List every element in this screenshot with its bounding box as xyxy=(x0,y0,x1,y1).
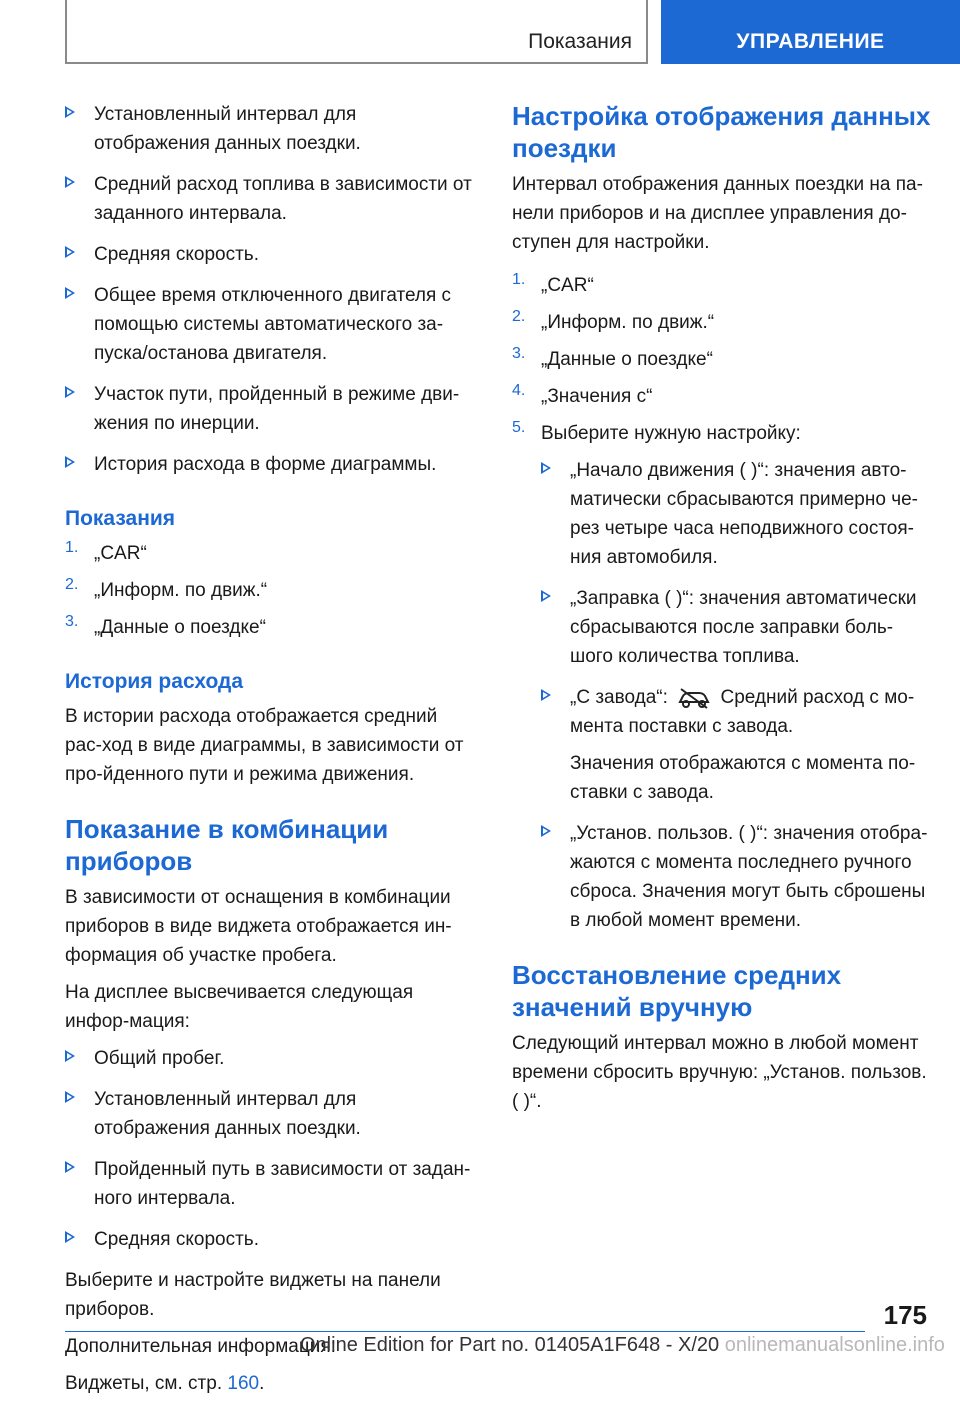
list-item: „Заправка ( )“: значения автоматически сбрасываются после заправки боль-шого количества топлива. xyxy=(541,584,932,671)
page-link[interactable]: 160 xyxy=(227,1373,260,1394)
list-item: Участок пути, пройденный в режиме дви-жения по инерции. xyxy=(65,380,477,438)
bullet-triangle-icon xyxy=(541,462,551,474)
list-item: Общее время отключенного двигателя с помощью системы автоматического за-пуска/останова двигателя. xyxy=(65,281,477,368)
bullet-triangle-icon xyxy=(65,1050,75,1062)
left-column xyxy=(65,100,477,1406)
right-column xyxy=(512,100,932,1124)
chapter-header xyxy=(661,0,960,64)
numbered-step: 3. „Данные о поездке“ xyxy=(65,613,266,638)
bullet-triangle-icon xyxy=(65,106,75,118)
bullet-triangle-icon xyxy=(541,689,551,701)
list-item: Пройденный путь в зависимости от задан-ного интервала. xyxy=(65,1155,477,1213)
extra-info-label: Дополнительная информация: xyxy=(65,1336,336,1357)
heading-pokazaniya: Показания xyxy=(65,507,176,530)
heading-cluster: Показание в комбинации приборов xyxy=(65,814,389,876)
section-header xyxy=(65,0,648,64)
widgets-reference: Виджеты, см. стр. 160. xyxy=(65,1373,265,1394)
list-item: История расхода в форме диаграммы. xyxy=(65,450,477,479)
footer-edition: Online Edition for Part no. 01405A1F648 - X/20 onlinemanualsonline.info xyxy=(300,1334,945,1356)
list-item: „С завода“: Средний расход с мо-мента поставки с завода. Значения отображаются с момента по-ставки с завода. xyxy=(541,683,932,807)
bullet-triangle-icon xyxy=(65,1231,75,1243)
factory-note: Значения отображаются с момента по-ставки с завода. xyxy=(570,753,916,803)
numbered-step: 3. „Данные о поездке“ xyxy=(512,345,713,370)
list-item: Средняя скорость. xyxy=(65,240,477,269)
heading-reset: Восстановление средних значений вручную xyxy=(512,960,842,1022)
settings-intro: Интервал отображения данных поездки на па-нели приборов и на дисплее управления до-ступен для настройки. xyxy=(512,174,923,253)
bullet-triangle-icon xyxy=(541,825,551,837)
bullet-triangle-icon xyxy=(65,386,75,398)
list-item: „Начало движения ( )“: значения авто-матически сбрасываются примерно че-рез четыре часа неподвижного состоя-ния автомобиля. xyxy=(541,456,932,572)
chapter-title: УПРАВЛЕНИЕ xyxy=(736,30,885,53)
page-number: 175 xyxy=(883,1300,927,1330)
numbered-step: 4. „Значения с“ xyxy=(512,382,653,407)
numbered-step: 1. „CAR“ xyxy=(512,271,594,296)
numbered-step: 5. Выберите нужную настройку: xyxy=(512,419,801,444)
bullet-triangle-icon xyxy=(541,590,551,602)
list-item: Средняя скорость. xyxy=(65,1225,477,1254)
bullet-triangle-icon xyxy=(65,1091,75,1103)
list-item: Средний расход топлива в зависимости от заданного интервала. xyxy=(65,170,477,228)
bullet-triangle-icon xyxy=(65,1161,75,1173)
list-item: „Установ. пользов. ( )“: значения отобра-жаются с момента последнего ручного сброса. Значения могут быть сброшены в любой момент времени. xyxy=(541,819,932,935)
select-widgets-text: Выберите и настройте виджеты на панели приборов. xyxy=(65,1270,441,1320)
list-item: Установленный интервал для отображения данных поездки. xyxy=(65,1085,477,1143)
section-title: Показания xyxy=(528,30,632,53)
history-text: В истории расхода отображается средний рас-ход в виде диаграммы, в зависимости от про-йденного пути и режима движения. xyxy=(65,706,464,785)
heading-settings: Настройка отображения данных поездки xyxy=(512,101,931,163)
cluster-intro: В зависимости от оснащения в комбинации приборов в виде виджета отображается ин-формация об участке пробега. xyxy=(65,887,452,966)
numbered-step: 2. „Информ. по движ.“ xyxy=(65,576,268,601)
list-item: Общий пробег. xyxy=(65,1044,477,1073)
numbered-step: 2. „Информ. по движ.“ xyxy=(512,308,715,333)
footer-divider xyxy=(65,1331,865,1332)
bullet-triangle-icon xyxy=(65,176,75,188)
cluster-lead: На дисплее высвечивается следующая инфор-мация: xyxy=(65,982,414,1032)
reset-text: Следующий интервал можно в любой момент времени сбросить вручную: „Установ. пользов. ( )“. xyxy=(512,1033,927,1112)
bullet-triangle-icon xyxy=(65,456,75,468)
bullet-triangle-icon xyxy=(65,287,75,299)
numbered-step: 1. „CAR“ xyxy=(65,539,147,564)
bullet-triangle-icon xyxy=(65,246,75,258)
factory-car-icon xyxy=(677,686,711,710)
list-item: Установленный интервал для отображения данных поездки. xyxy=(65,100,477,158)
watermark: onlinemanualsonline.info xyxy=(724,1334,945,1356)
heading-history: История расхода xyxy=(65,670,244,693)
